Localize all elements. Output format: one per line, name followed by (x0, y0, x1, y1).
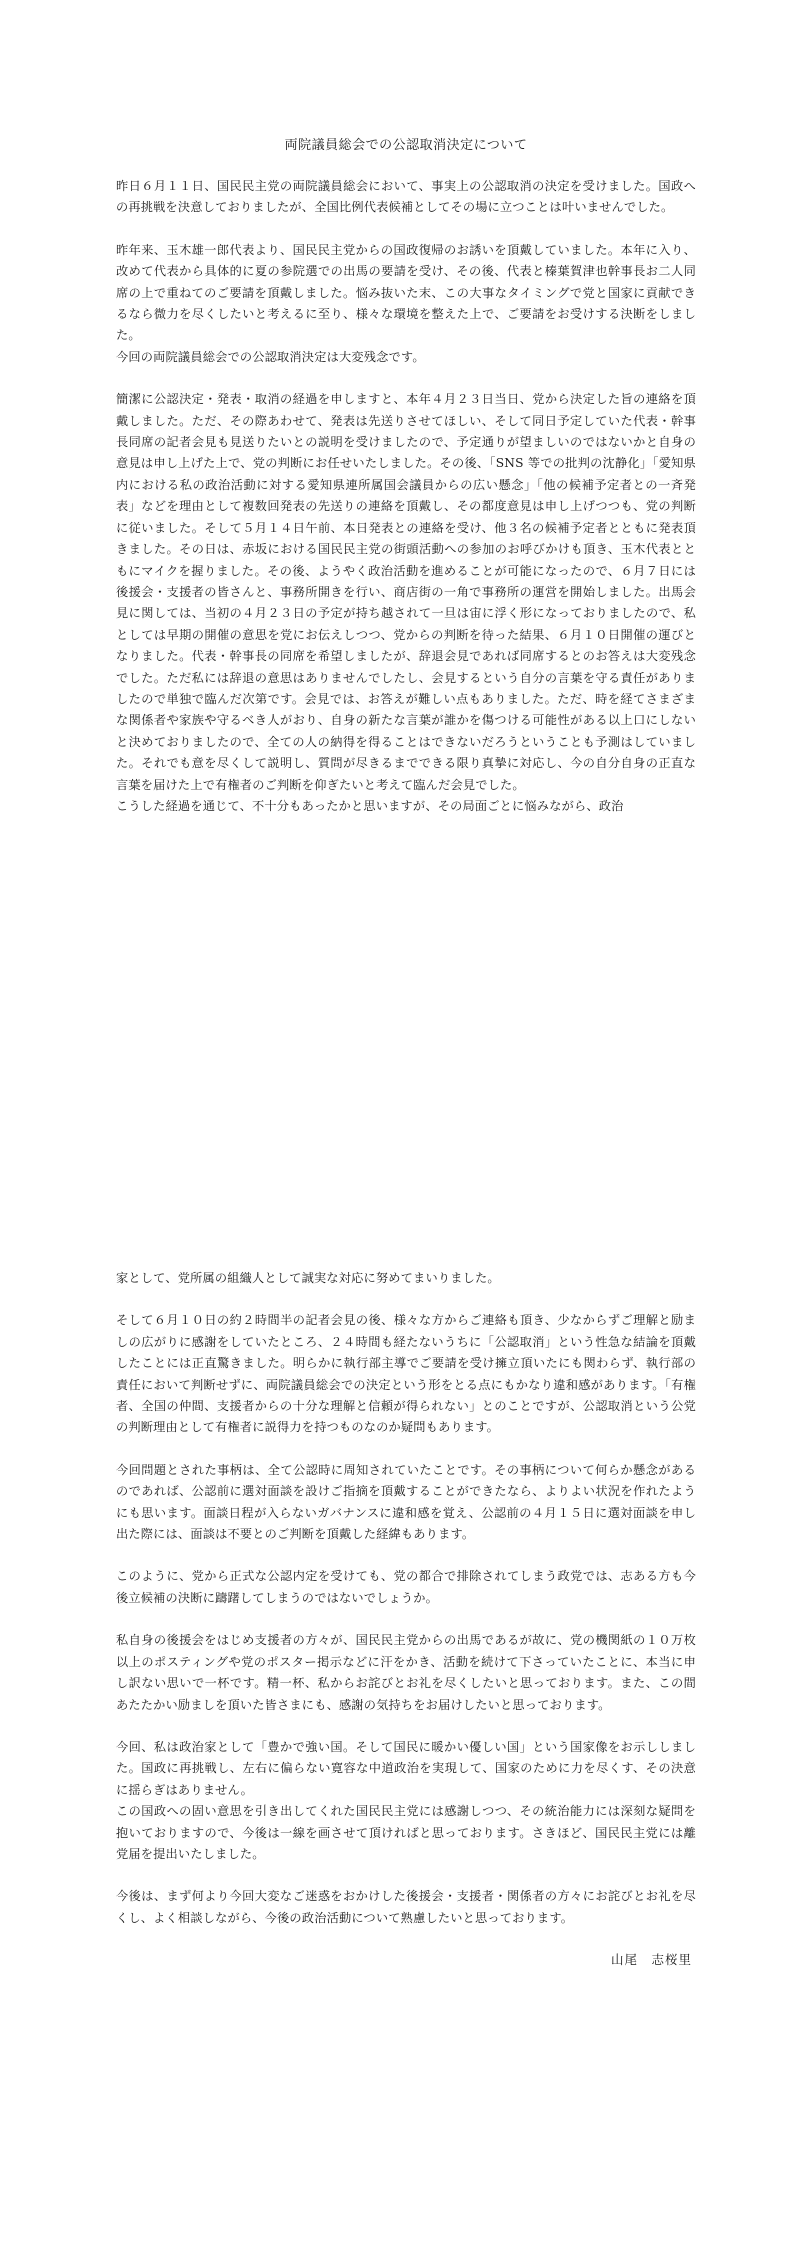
paragraph: このように、党から正式な公認内定を受けても、党の都合で排除されてしまう政党では、志ある方も今後立候補の決断に躊躇してしまうのではないでしょうか。 (116, 1569, 696, 1605)
paragraph: 今回問題とされた事柄は、全て公認時に周知されていたことです。その事柄について何らか懸念があるのであれば、公認前に選対面談を設けご指摘を頂戴することができたなら、よりよい状況を作れたようにも思います。面談日程が入らないガバナンスに違和感を覚え、公認前の４月１５日に選対面談を申し出た際には、面談は不要とのご判断を頂戴した経緯もあります。 (116, 1462, 696, 1542)
paragraph: 今後は、まず何より今回大変なご迷惑をおかけした後援会・支援者・関係者の方々にお詫びとお礼を尽くし、よく相談しながら、今後の政治活動について熟慮したいと思っております。 (116, 1889, 696, 1925)
paragraph: そして６月１０日の約２時間半の記者会見の後、様々な方からご連絡も頂き、少なからずご理解と励ましの広がりに感謝をしていたところ、２４時間も経たないうちに「公認取消」という性急な結論を頂戴したことには正直驚きました。明らかに執行部主導でご要請を受け擁立頂いたにも関わらず、執行部の責任において判断せずに、両院議員総会での決定という形をとる点にもかなり違和感があります。「有権者、全国の仲間、支援者からの十分な理解と信頼が得られない」とのことですが、公認取消という公党の判断理由として有権者に説得力を持つものなのか疑問もあります。 (116, 1313, 696, 1435)
signature: 山尾 志桜里 (610, 1952, 692, 1968)
paragraph: 私自身の後援会をはじめ支援者の方々が、国民民主党からの出馬であるが故に、党の機関紙の１０万枚以上のポスティングや党のポスター掲示などに汗をかき、活動を続けて下さっていたことに、本当に申し訳ない思いで一杯です。精一杯、私からお詫びとお礼を尽くしたいと思っております。また、この間あたたかい励ましを頂いた皆さまにも、感謝の気持ちをお届けしたいと思っております。 (116, 1633, 696, 1712)
page-break-gap (0, 1060, 800, 1260)
paragraph: 今回、私は政治家として「豊かで強い国。そして国民に暖かい優しい国」という国家像をお示ししました。国政に再挑戦し、左右に偏らない寛容な中道政治を実現して、国家のために力を尽くす、その決意に揺らぎはありません。 (116, 1739, 696, 1797)
paragraph: 昨年来、玉木雄一郎代表より、国民民主党からの国政復帰のお誘いを頂戴していました。本年に入り、改めて代表から具体的に夏の参院選での出馬の要請を受け、その後、代表と榛葉賀津也幹事長お二人同席の上で重ねてのご要請を頂戴しました。悩み抜いた末、この大事なタイミングで党と国家に貢献できるなら微力を尽くしたいと考えるに至り、様々な環境を整えた上で、ご要請をお受けする決断をしました。 (116, 242, 696, 343)
paragraph: 昨日６月１１日、国民民主党の両院議員総会において、事実上の公認取消の決定を受けました。国政への再挑戦を決意しておりましたが、全国比例代表候補としてその場に立つことは叶いませんでした。 (116, 179, 696, 215)
document-page-2 (116, 1268, 696, 1970)
paragraph: 家として、党所属の組織人として誠実な対応に努めてまいりました。 (116, 1271, 500, 1285)
paragraph: この国政への固い意思を引き出してくれた国民民主党には感謝しつつ、その統治能力には深刻な疑問を抱いておりますので、今後は一線を画させて頂ければと思っております。さきほど、国民民主党には離党届を提出いたしました。 (116, 1804, 696, 1861)
paragraph: 今回の両院議員総会での公認取消決定は大変残念です。 (116, 349, 425, 364)
paragraph: 簡潔に公認決定・発表・取消の経過を申しますと、本年４月２３日当日、党から決定した旨の連絡を頂戴しました。ただ、その際あわせて、発表は先送りさせてほしい、そして同日予定していた代表・幹事長同席の記者会見も見送りたいとの説明を受けましたので、予定通りが望ましいのではないかと自身の意見は申し上げた上で、党の判断にお任せいたしました。その後、「SNS 等での批判の沈静化」「愛知県内における私の政治活動に対する愛知県連所属国会議員からの広い懸念」「他の候補予定者との一斉発表」などを理由として複数回発表の先送りの連絡を頂戴し、その都度意見は申し上げつつも、党の判断に従いました。そして５月１４日午前、本日発表との連絡を受け、他３名の候補予定者とともに発表頂きました。その日は、赤坂における国民民主党の街頭活動への参加のお呼びかけも頂き、玉木代表とともにマイクを握りました。その後、ようやく政治活動を進めることが可能になったので、６月７日には後援会・支援者の皆さんと、事務所開きを行い、商店街の一角で事務所の運営を開始しました。出馬会見に関しては、当初の４月２３日の予定が持ち越されて一旦は宙に浮く形になっておりましたので、私としては早期の開催の意思を党にお伝えしつつ、党からの判断を待った結果、６月１０日開催の運びとなりました。代表・幹事長の同席を希望しましたが、辞退会見であれば同席するとのお答えは大変残念でした。ただ私には辞退の意思はありませんでしたし、会見するという自分の言葉を守る責任がありましたので単独で臨んだ次第です。会見では、お答えが難しい点もありました。ただ、時を経てさまざまな関係者や家族や守るべき人がおり、自身の新たな言葉が誰かを傷つける可能性がある以上口にしないと決めておりましたので、全ての人の納得を得ることはできないだろうということも予測はしていました。それでも意を尽くして説明し、質問が尽きるまでできる限り真摯に対応し、今の自分自身の正直な言葉を届けた上で有権者のご判断を仰ぎたいと考えて臨んだ会見でした。 (116, 392, 696, 792)
document-title: 両院議員総会での公認取消決定について (284, 138, 528, 153)
document-page-1 (116, 136, 696, 817)
paragraph: こうした経過を通じて、不十分もあったかと思いますが、その局面ごとに悩みながら、政治 (116, 798, 624, 813)
